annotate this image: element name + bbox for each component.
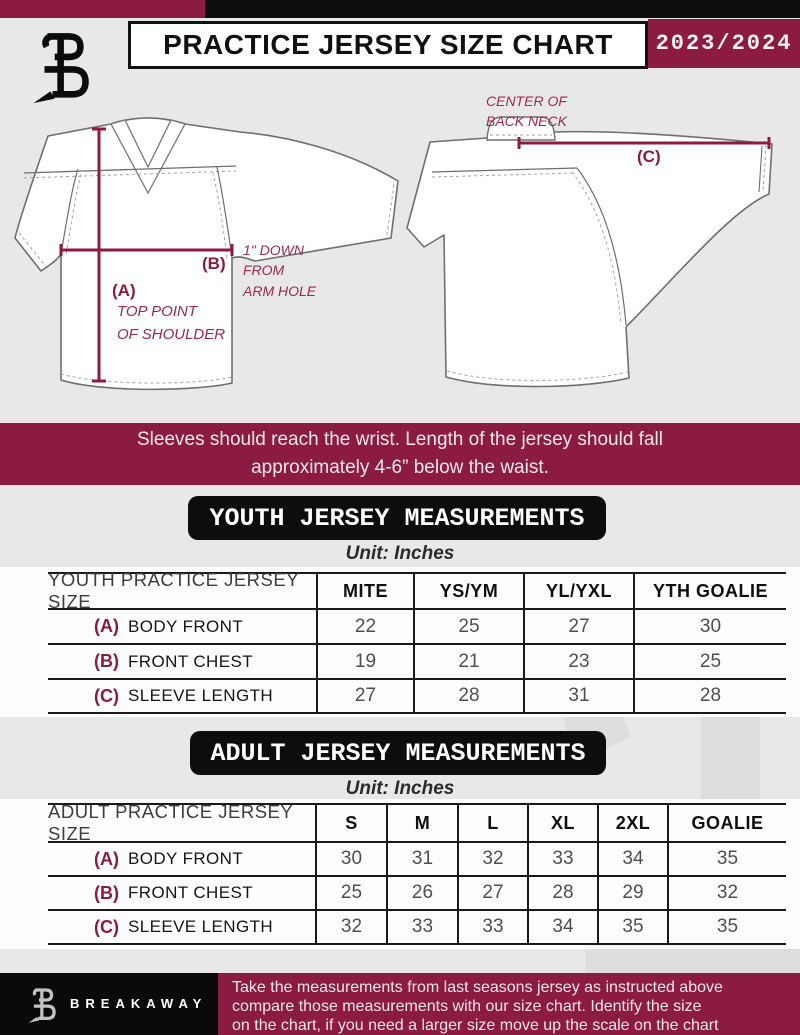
armhole-note: 1" DOWN FROM ARM HOLE <box>243 242 317 299</box>
front-jersey-diagram <box>8 103 408 403</box>
table-cell: 28 <box>413 680 523 714</box>
adult-col-header: GOALIE <box>667 805 786 843</box>
center-back-neck-note: CENTER OF BACK NECK <box>486 93 567 130</box>
table-cell: 30 <box>633 610 786 645</box>
table-cell: 34 <box>527 911 597 945</box>
title-box <box>128 21 648 69</box>
footer-line3: on the chart, if you need a larger size move up the scale on the chart <box>232 1017 719 1034</box>
table-row-label: (B) FRONT CHEST <box>48 645 316 680</box>
table-cell: 28 <box>633 680 786 714</box>
top-strip-black <box>205 0 800 18</box>
marker-c: (C) <box>637 147 661 166</box>
adult-col-header: XL <box>527 805 597 843</box>
adult-table <box>48 803 786 945</box>
youth-col-header: YTH GOALIE <box>633 574 786 610</box>
table-cell: 35 <box>667 843 786 877</box>
back-jersey-diagram <box>402 100 795 400</box>
table-cell: 32 <box>315 911 386 945</box>
table-cell: 33 <box>527 843 597 877</box>
youth-col-header: YS/YM <box>413 574 523 610</box>
breakaway-logo <box>28 24 102 106</box>
table-cell: 27 <box>316 680 413 714</box>
table-cell: 22 <box>316 610 413 645</box>
table-cell: 34 <box>597 843 667 877</box>
table-cell: 28 <box>527 877 597 911</box>
table-cell: 33 <box>386 911 457 945</box>
table-cell: 35 <box>667 911 786 945</box>
adult-col-header: M <box>386 805 457 843</box>
breakaway-footer-logo <box>26 982 62 1026</box>
row-marker: (A) <box>94 848 119 869</box>
youth-col-header: YL/YXL <box>523 574 633 610</box>
adult-col-header: 2XL <box>597 805 667 843</box>
youth-section-heading: YOUTH JERSEY MEASUREMENTS <box>188 496 606 540</box>
season-badge: 2023/2024 <box>648 19 800 68</box>
top-strip-maroon <box>0 0 205 18</box>
fit-note-line1: Sleeves should reach the wrist. Length of the jersey should fall <box>137 429 663 450</box>
footer-line1: Take the measurements from last seasons jersey as instructed above <box>232 979 723 996</box>
adult-col-header: ADULT PRACTICE JERSEY SIZE <box>48 805 315 843</box>
table-cell: 27 <box>457 877 527 911</box>
row-marker: (B) <box>94 651 119 671</box>
table-cell: 33 <box>457 911 527 945</box>
table-cell: 25 <box>633 645 786 680</box>
brand-name: BREAKAWAY <box>70 996 208 1011</box>
table-row-label: (A) BODY FRONT <box>48 610 316 645</box>
row-marker: (A) <box>94 616 119 636</box>
fit-note-banner <box>0 423 800 485</box>
marker-b: (B) <box>202 254 226 273</box>
table-cell: 21 <box>413 645 523 680</box>
youth-unit-label: Unit: Inches <box>345 543 455 564</box>
footer-instructions-panel <box>218 973 800 1035</box>
row-marker: (C) <box>94 685 119 706</box>
row-marker: (B) <box>94 882 119 903</box>
youth-col-header: MITE <box>316 574 413 610</box>
table-cell: 29 <box>597 877 667 911</box>
table-row-label: (B) FRONT CHEST <box>48 877 315 911</box>
adult-unit-label: Unit: Inches <box>345 778 455 799</box>
table-cell: 35 <box>597 911 667 945</box>
table-row-label: (C) SLEEVE LENGTH <box>48 680 316 714</box>
table-row-label: (A) BODY FRONT <box>48 843 315 877</box>
fit-note-line2: approximately 4-6” below the waist. <box>251 457 549 478</box>
footer-line2: compare those measurements with our size chart. Identify the size <box>232 998 702 1015</box>
adult-col-header: L <box>457 805 527 843</box>
table-cell: 32 <box>667 877 786 911</box>
table-cell: 25 <box>413 610 523 645</box>
adult-section-heading: ADULT JERSEY MEASUREMENTS <box>190 731 606 775</box>
marker-a: (A) <box>112 281 136 300</box>
page-title: PRACTICE JERSEY SIZE CHART <box>163 29 613 60</box>
youth-col-header: YOUTH PRACTICE JERSEY SIZE <box>48 574 316 610</box>
table-cell: 30 <box>315 843 386 877</box>
table-cell: 32 <box>457 843 527 877</box>
youth-table <box>48 569 786 714</box>
table-cell: 23 <box>523 645 633 680</box>
table-cell: 26 <box>386 877 457 911</box>
table-cell: 25 <box>315 877 386 911</box>
table-cell: 31 <box>386 843 457 877</box>
table-cell: 31 <box>523 680 633 714</box>
shoulder-note: TOP POINT OF SHOULDER <box>117 303 226 343</box>
row-marker: (C) <box>94 916 119 937</box>
table-row-label: (C) SLEEVE LENGTH <box>48 911 315 945</box>
adult-col-header: S <box>315 805 386 843</box>
table-cell: 27 <box>523 610 633 645</box>
table-cell: 19 <box>316 645 413 680</box>
